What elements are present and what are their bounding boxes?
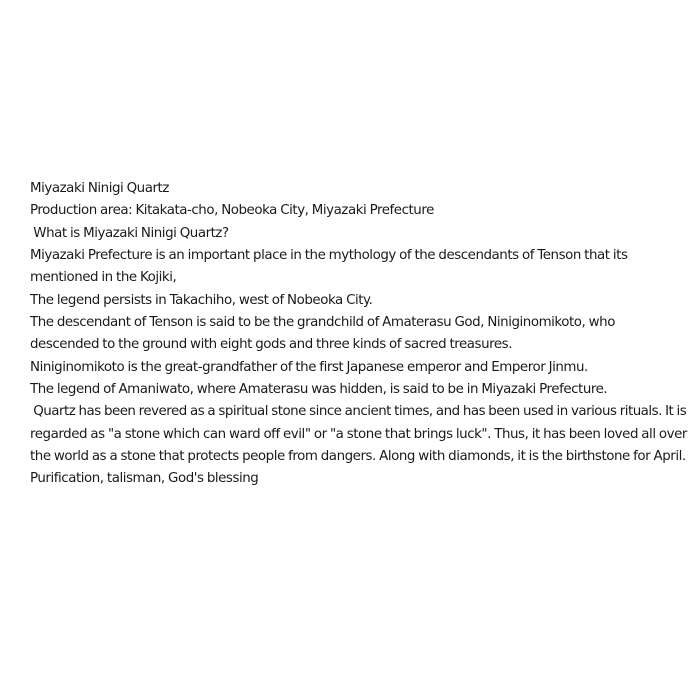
description-line: regarded as "a stone which can ward off evil" or "a stone that brings luck". Thus, it has been loved all over: [30, 426, 687, 442]
description-line: the world as a stone that protects people from dangers. Along with diamonds, it is the birthstone for April.: [30, 449, 686, 465]
description-line: Quartz has been revered as a spiritual stone since ancient times, and has been used in various rituals. It is: [30, 404, 687, 420]
section-heading: What is Miyazaki Ninigi Quartz?: [30, 225, 229, 241]
description-line: mentioned in the Kojiki,: [30, 270, 177, 286]
product-description: [30, 178, 690, 491]
description-line: descended to the ground with eight gods and three kinds of sacred treasures.: [30, 337, 512, 353]
description-line: The legend persists in Takachiho, west of Nobeoka City.: [30, 292, 373, 308]
product-title: Miyazaki Ninigi Quartz: [30, 181, 169, 196]
description-line: The legend of Amaniwato, where Amaterasu was hidden, is said to be in Miyazaki Prefecture.: [30, 382, 608, 398]
description-line: The descendant of Tenson is said to be the grandchild of Amaterasu God, Niniginomikoto, who: [30, 315, 615, 331]
blessings-line: Purification, talisman, God's blessing: [30, 471, 259, 487]
production-area: Production area: Kitakata-cho, Nobeoka City, Miyazaki Prefecture: [30, 203, 434, 219]
description-line: Miyazaki Prefecture is an important place in the mythology of the descendants of Tenson that its: [30, 248, 628, 264]
description-line: Niniginomikoto is the great-grandfather of the first Japanese emperor and Emperor Jinmu.: [30, 359, 588, 375]
